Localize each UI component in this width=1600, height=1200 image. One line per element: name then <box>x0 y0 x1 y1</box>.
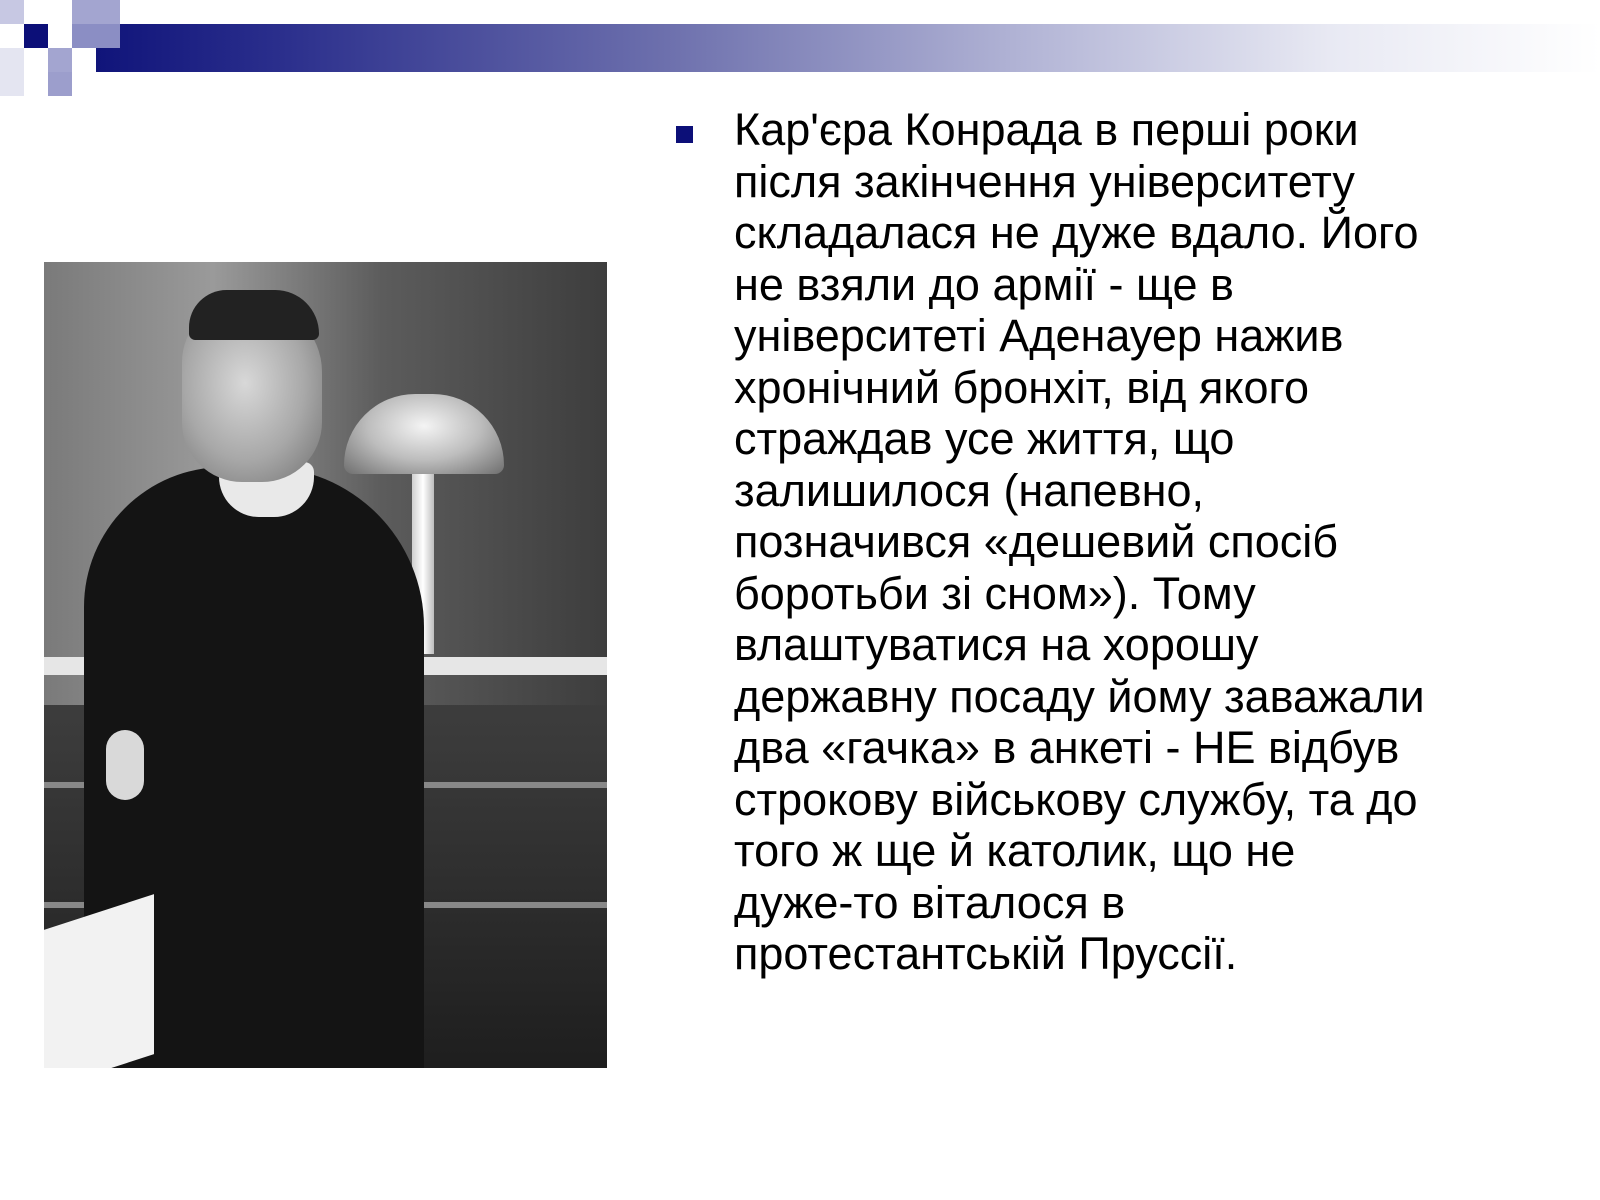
header-square <box>48 24 72 48</box>
header-square <box>24 24 48 48</box>
square-bullet-icon <box>676 126 693 143</box>
bullet-item <box>676 104 1576 980</box>
header-square <box>24 0 48 24</box>
header-square <box>48 48 72 72</box>
header-square <box>48 72 72 96</box>
header-square <box>0 0 24 24</box>
photo-paper <box>44 894 154 1068</box>
photo-figure-hand <box>106 730 144 800</box>
header-square <box>72 24 120 48</box>
portrait-photo <box>44 262 607 1068</box>
slide-content <box>676 104 1576 980</box>
header-gradient-bar <box>96 24 1600 72</box>
photo-figure-hair <box>189 290 319 340</box>
header-square <box>72 0 120 24</box>
bullet-text: Кар'єра Конрада в перші роки після закінчення університету складалася не дуже вдало. Його не взяли до армії - ще в університеті Аденауер нажив хронічний бронхіт, від якого страждав усе життя, що залишилося (напевно, позначився «дешевий спосіб боротьби зі сном»). Тому влаштуватися на хорошу державну посаду йому заважали два «гачка» в анкеті - НЕ відбув строкову військову службу, та до того ж ще й католик, що не дуже-то віталося в протестантській Пруссії. <box>734 104 1425 979</box>
header-square <box>0 48 24 96</box>
